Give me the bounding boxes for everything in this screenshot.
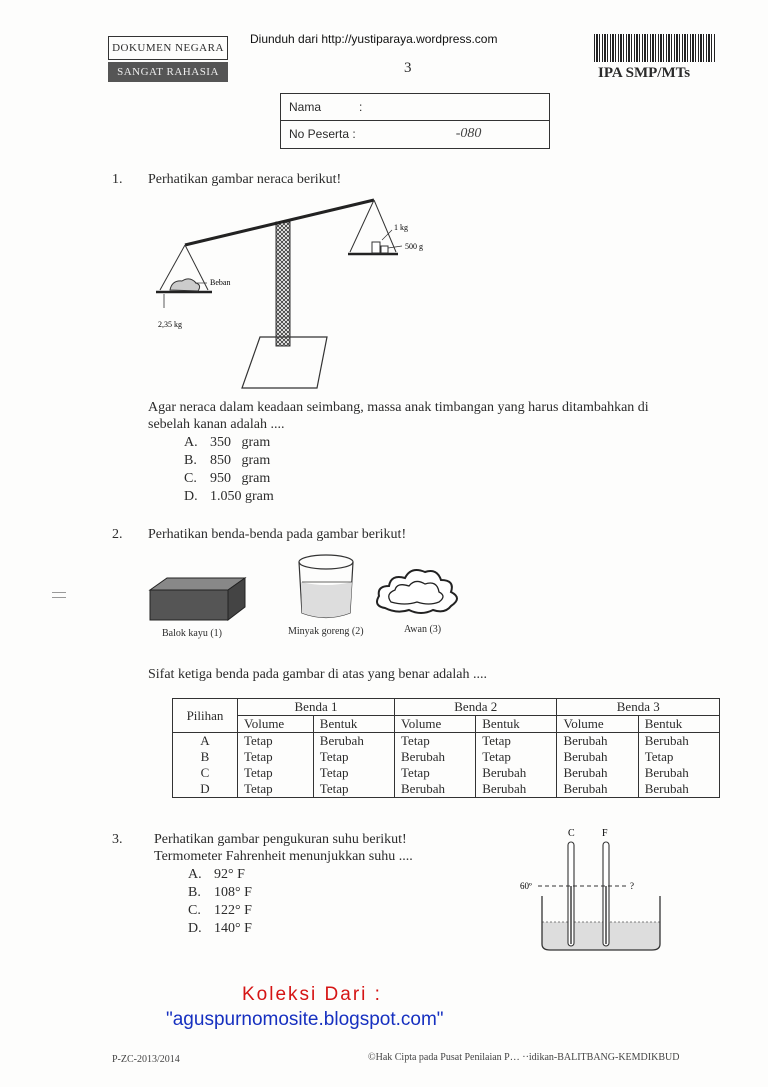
sub-header: Bentuk: [638, 716, 719, 733]
sub-header: Bentuk: [476, 716, 557, 733]
group-header: Benda 1: [238, 699, 395, 716]
name-label: Nama: [289, 100, 322, 114]
table-cell: Berubah: [395, 781, 476, 798]
choice-cell: B: [173, 749, 238, 765]
table-cell: Berubah: [638, 765, 719, 781]
table-row: [173, 781, 720, 798]
q3-option-c[interactable]: [188, 903, 252, 919]
table-row: [173, 749, 720, 765]
name-row: [281, 94, 549, 121]
balance-pillar: [276, 222, 290, 346]
q3-number: 3.: [112, 832, 123, 847]
watermark-title: Koleksi Dari :: [242, 984, 382, 1005]
q3-question: Termometer Fahrenheit menunjukkan suhu ....: [154, 849, 413, 864]
table-cell: Berubah: [557, 749, 638, 765]
choice-header: Pilihan: [173, 699, 238, 733]
option-letter: D.: [184, 489, 198, 504]
option-text: 1.050 gram: [210, 489, 274, 504]
load-label: Beban: [210, 278, 231, 287]
choice-cell: D: [173, 781, 238, 798]
option-letter: C.: [184, 471, 197, 486]
group-header: Benda 2: [395, 699, 557, 716]
fahrenheit-label: F: [602, 828, 608, 839]
q2-question: Sifat ketiga benda pada gambar di atas yang benar adalah ....: [148, 667, 487, 682]
table-row: [173, 733, 720, 750]
fahrenheit-reading: ?: [630, 881, 634, 891]
option-letter: A.: [184, 435, 198, 450]
option-text: 122° F: [214, 903, 252, 918]
option-text: 92° F: [214, 867, 245, 882]
name-separator: :: [359, 100, 363, 114]
secret-label: SANGAT RAHASIA: [108, 62, 228, 82]
watermark-url[interactable]: "aguspurnomosite.blogspot.com": [166, 1009, 444, 1030]
q1-option-d[interactable]: [184, 489, 274, 505]
subject-title: IPA SMP/MTs: [598, 65, 691, 81]
left-mass-label: 2,35 kg: [158, 320, 182, 329]
q1-option-b[interactable]: [184, 453, 270, 469]
q1-option-c[interactable]: [184, 471, 270, 487]
cloud: [377, 570, 457, 613]
q3-option-a[interactable]: [188, 867, 245, 883]
load-rock: [170, 279, 200, 291]
table-cell: Tetap: [638, 749, 719, 765]
table-cell: Tetap: [238, 749, 314, 765]
q3-option-d[interactable]: [188, 921, 252, 937]
sub-header: Volume: [238, 716, 314, 733]
table-sub-header: [173, 716, 720, 733]
table-cell: Berubah: [476, 765, 557, 781]
option-letter: C.: [188, 903, 201, 918]
sub-header: Volume: [557, 716, 638, 733]
q2-prompt: Perhatikan benda-benda pada gambar berikut!: [148, 527, 407, 542]
document-label: DOKUMEN NEGARA: [108, 36, 228, 60]
table-cell: Berubah: [557, 733, 638, 750]
celsius-label: C: [568, 828, 575, 839]
thermometer-figure: [520, 826, 680, 956]
table-cell: Tetap: [313, 765, 394, 781]
participant-value: -080: [455, 126, 482, 141]
table-row: [173, 765, 720, 781]
q2-number: 2.: [112, 527, 123, 542]
q1-prompt: Perhatikan gambar neraca berikut!: [148, 172, 342, 187]
wood-block-front: [150, 590, 228, 620]
option-letter: B.: [188, 885, 201, 900]
q3-option-b[interactable]: [188, 885, 252, 901]
table-cell: Tetap: [395, 733, 476, 750]
option-text: 350 gram: [210, 435, 271, 450]
q1-question-line2: sebelah kanan adalah ....: [148, 417, 285, 432]
table-cell: Berubah: [476, 781, 557, 798]
caption-cooking-oil: Minyak goreng (2): [288, 626, 364, 637]
weight-500g: [381, 246, 388, 253]
table-cell: Berubah: [557, 781, 638, 798]
table-group-header: [173, 699, 720, 716]
table-cell: Berubah: [638, 733, 719, 750]
table-cell: Tetap: [238, 781, 314, 798]
table-cell: Berubah: [557, 765, 638, 781]
choice-cell: C: [173, 765, 238, 781]
q1-option-a[interactable]: [184, 435, 270, 451]
option-text: 850 gram: [210, 453, 271, 468]
properties-table: [172, 698, 720, 798]
table-cell: Berubah: [638, 781, 719, 798]
table-cell: Tetap: [238, 733, 314, 750]
weight-1kg: [372, 242, 380, 253]
beaker-oil: [301, 582, 352, 618]
caption-wood-block: Balok kayu (1): [162, 628, 222, 639]
caption-cloud: Awan (3): [404, 624, 442, 635]
table-cell: Tetap: [238, 765, 314, 781]
option-text: 140° F: [214, 921, 252, 936]
q3-prompt: Perhatikan gambar pengukuran suhu berikut!: [154, 832, 407, 847]
celsius-reading: 60º: [520, 881, 532, 891]
option-text: 108° F: [214, 885, 252, 900]
sub-header: Volume: [395, 716, 476, 733]
option-text: 950 gram: [210, 471, 271, 486]
participant-label: No Peserta :: [289, 127, 356, 141]
barcode-icon: [594, 34, 716, 62]
table-cell: Berubah: [313, 733, 394, 750]
container-liquid: [542, 922, 660, 950]
balance-figure: [150, 190, 450, 395]
margin-mark: [52, 592, 66, 598]
choice-cell: A: [173, 733, 238, 750]
table-cell: Tetap: [476, 733, 557, 750]
footer-code: P-ZC-2013/2014: [112, 1054, 180, 1065]
table-cell: Tetap: [395, 765, 476, 781]
id-box: [280, 93, 550, 149]
table-cell: Tetap: [313, 781, 394, 798]
option-letter: A.: [188, 867, 202, 882]
footer-copyright: ©Hak Cipta pada Pusat Penilaian P… ··idikan-BALITBANG-KEMDIKBUD: [368, 1052, 680, 1063]
participant-row: [281, 121, 549, 147]
right-mass-label-1: 1 kg: [394, 223, 408, 232]
right-mass-label-2: 500 g: [405, 242, 423, 251]
table-cell: Tetap: [313, 749, 394, 765]
page-number: 3: [404, 60, 412, 76]
group-header: Benda 3: [557, 699, 720, 716]
source-note: Diunduh dari http://yustiparaya.wordpress.com: [250, 32, 498, 46]
table-cell: Berubah: [395, 749, 476, 765]
table-cell: Tetap: [476, 749, 557, 765]
option-letter: D.: [188, 921, 202, 936]
q1-question-line1: Agar neraca dalam keadaan seimbang, massa anak timbangan yang harus ditambahkan di: [148, 400, 649, 415]
option-letter: B.: [184, 453, 197, 468]
beaker-rim: [299, 555, 353, 569]
q1-number: 1.: [112, 172, 123, 187]
sub-header: Bentuk: [313, 716, 394, 733]
